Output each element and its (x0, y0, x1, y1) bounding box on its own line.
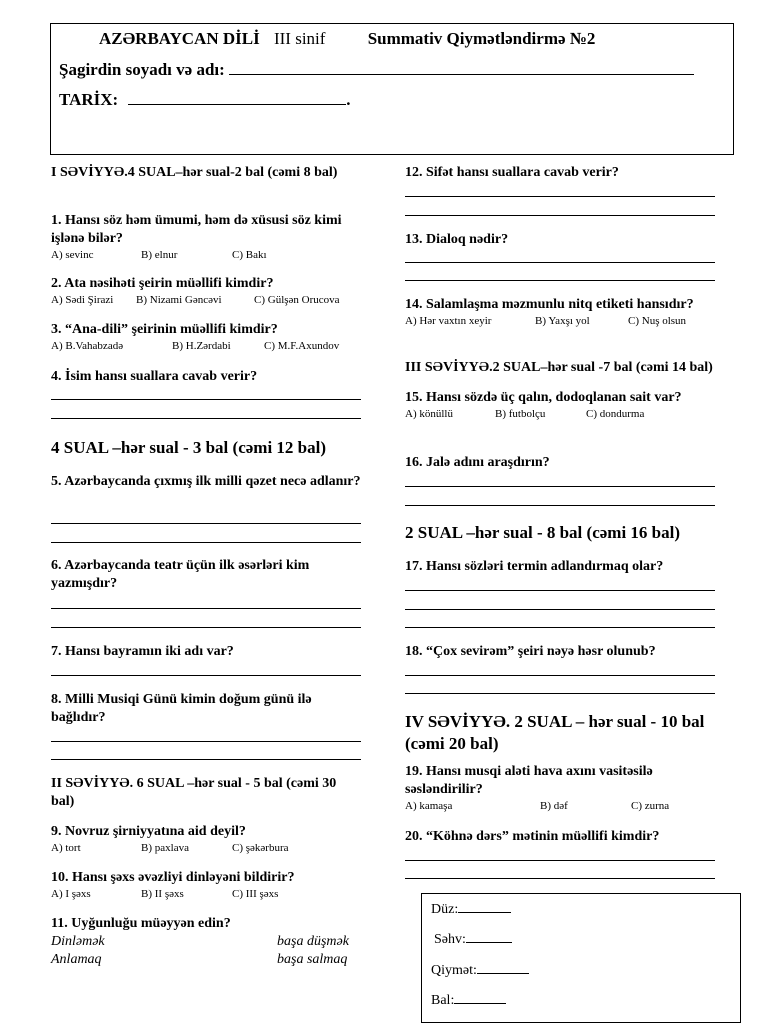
header-title-line (99, 29, 595, 49)
question-2 (51, 275, 361, 307)
question-7 (51, 643, 361, 661)
option-a[interactable]: A) B.Vahabzadə (51, 340, 124, 352)
question-18-text: 18. “Çox sevirəm” şeiri nəyə həsr olunub? (405, 644, 656, 659)
wrong-row (434, 930, 512, 948)
option-c[interactable]: C) III şəxs (232, 888, 279, 900)
section-5-title: 2 SUAL –hər sual - 8 bal (cəmi 16 bal) (405, 523, 681, 542)
question-5 (51, 473, 361, 491)
question-20-text: 20. “Köhnə dərs” mətinin müəllifi kimdir? (405, 829, 660, 844)
option-b[interactable]: B) H.Zərdabi (172, 340, 231, 352)
date-label: TARİX: (59, 90, 119, 109)
question-4 (51, 368, 361, 386)
question-8-text: 8. Milli Musiqi Günü kimin doğum günü ilə bağlıdır? (51, 692, 312, 725)
question-2-options (51, 293, 361, 307)
question-14-options (405, 314, 715, 328)
option-b[interactable]: B) dəf (540, 800, 568, 812)
option-b[interactable]: B) paxlava (141, 842, 189, 854)
option-b[interactable]: B) elnur (141, 249, 178, 261)
question-6 (51, 557, 361, 593)
answer-line[interactable] (405, 627, 715, 628)
answer-line[interactable] (51, 759, 361, 760)
question-15-options (405, 407, 715, 421)
wrong-label: Səhv: (434, 932, 466, 947)
question-7-text: 7. Hansı bayramın iki adı var? (51, 644, 234, 659)
question-1-text: 1. Hansı söz həm ümumi, həm də xüsusi söz kimi işlənə bilər? (51, 213, 342, 246)
points-row (431, 991, 506, 1009)
question-4-text: 4. İsim hansı suallara cavab verir? (51, 369, 258, 384)
match-row (51, 933, 361, 951)
answer-line[interactable] (51, 418, 361, 419)
answer-line[interactable] (405, 215, 715, 216)
option-a[interactable]: A) Sədi Şirazi (51, 294, 114, 306)
correct-label: Düz: (431, 902, 459, 917)
correct-row (431, 900, 511, 918)
wrong-field[interactable] (466, 930, 512, 943)
option-b[interactable]: B) Nizami Gəncəvi (136, 294, 222, 306)
student-name-row (59, 60, 694, 80)
grade-label: Qiymət: (431, 963, 477, 978)
match-left[interactable]: Anlamaq (51, 952, 102, 967)
question-12 (405, 164, 715, 182)
question-1 (51, 212, 361, 262)
question-19 (405, 763, 715, 813)
option-c[interactable]: C) Gülşən Orucova (254, 294, 340, 306)
option-b[interactable]: B) futbolçu (495, 408, 546, 420)
answer-line[interactable] (405, 262, 715, 263)
question-15-text: 15. Hansı sözdə üç qalın, dodoqlanan sait var? (405, 390, 682, 405)
answer-line[interactable] (51, 675, 361, 676)
question-20 (405, 828, 715, 846)
option-b[interactable]: B) II şəxs (141, 888, 184, 900)
question-3-text: 3. “Ana-dili” şeirinin müəllifi kimdir? (51, 322, 278, 337)
answer-line[interactable] (51, 627, 361, 628)
answer-line[interactable] (405, 878, 715, 879)
answer-line[interactable] (405, 196, 715, 197)
section-3-title: II SƏVİYYƏ. 6 SUAL –hər sual - 5 bal (cəmi 30 bal) (51, 776, 337, 809)
option-c[interactable]: C) M.F.Axundov (264, 340, 340, 352)
question-14 (405, 296, 715, 328)
question-14-text: 14. Salamlaşma məzmunlu nitq etiketi hansıdır? (405, 297, 694, 312)
question-10-options (51, 887, 361, 901)
section-4-title: III SƏVİYYƏ.2 SUAL–hər sual -7 bal (cəmi 14 bal) (405, 360, 713, 375)
question-9-text: 9. Novruz şirniyyatına aid deyil? (51, 824, 246, 839)
match-left[interactable]: Dinləmək (51, 934, 105, 949)
option-a[interactable]: A) sevinc (51, 249, 94, 261)
match-row (51, 951, 361, 969)
student-name-field[interactable] (229, 61, 694, 75)
answer-line[interactable] (405, 505, 715, 506)
option-a[interactable]: A) könüllü (405, 408, 453, 420)
question-16-text: 16. Jalə adını araşdırın? (405, 455, 550, 470)
option-a[interactable]: A) tort (51, 842, 81, 854)
answer-line[interactable] (405, 693, 715, 694)
section-2-title: 4 SUAL –hər sual - 3 bal (cəmi 12 bal) (51, 438, 327, 457)
points-label: Bal: (431, 993, 455, 1008)
grade-row (431, 961, 529, 979)
option-c[interactable]: C) şəkərbura (232, 842, 289, 854)
question-3-options (51, 339, 361, 353)
answer-line[interactable] (51, 608, 361, 609)
answer-line[interactable] (51, 523, 361, 524)
class-label: III sinif (273, 29, 326, 48)
question-1-options (51, 248, 361, 262)
question-13 (405, 231, 715, 249)
question-10 (51, 869, 361, 901)
points-field[interactable] (454, 991, 506, 1004)
option-b[interactable]: B) Yaxşı yol (535, 315, 590, 327)
answer-line[interactable] (405, 590, 715, 591)
student-name-label: Şagirdin soyadı və adı: (59, 60, 225, 79)
section-6-title: IV SƏVİYYƏ. 2 SUAL – hər sual - 10 bal (cəmi 20 bal) (405, 712, 705, 753)
question-17-text: 17. Hansı sözləri termin adlandırmaq olar? (405, 559, 664, 574)
question-16 (405, 454, 715, 472)
subject-title: AZƏRBAYCAN DİLİ (99, 29, 260, 48)
question-18 (405, 643, 715, 661)
answer-line[interactable] (405, 675, 715, 676)
option-a[interactable]: A) Hər vaxtın xeyir (405, 315, 492, 327)
question-2-text: 2. Ata nəsihəti şeirin müəllifi kimdir? (51, 276, 274, 291)
option-a[interactable]: A) kamaşa (405, 800, 453, 812)
question-15 (405, 389, 715, 421)
option-a[interactable]: A) I şəxs (51, 888, 91, 900)
date-field[interactable] (128, 91, 346, 105)
match-right[interactable]: başa düşmək (277, 934, 349, 949)
option-c[interactable]: C) Nuş olsun (628, 315, 687, 327)
question-8 (51, 691, 361, 727)
date-row (59, 90, 350, 110)
question-11-text: 11. Uyğunluğu müəyyən edin? (51, 916, 231, 931)
test-title: Summativ Qiymətləndirmə №2 (367, 29, 596, 48)
answer-line[interactable] (405, 486, 715, 487)
question-19-text: 19. Hansı musqi aləti hava axını vasitəsilə səsləndirilir? (405, 764, 653, 797)
question-6-text: 6. Azərbaycanda teatr üçün ilk əsərləri kim yazmışdır? (51, 558, 310, 591)
question-10-text: 10. Hansı şəxs əvəzliyi dinləyəni bildirir? (51, 870, 295, 885)
answer-line[interactable] (51, 542, 361, 543)
option-c[interactable]: C) Bakı (232, 249, 267, 261)
grade-field[interactable] (477, 961, 529, 974)
answer-line[interactable] (405, 860, 715, 861)
answer-line[interactable] (51, 741, 361, 742)
option-c[interactable]: C) dondurma (586, 408, 645, 420)
match-right[interactable]: başa salmaq (277, 952, 348, 967)
question-3 (51, 321, 361, 353)
question-11 (51, 915, 361, 969)
question-17 (405, 558, 715, 576)
correct-field[interactable] (458, 900, 511, 913)
question-9-options (51, 841, 361, 855)
question-12-text: 12. Sifət hansı suallara cavab verir? (405, 165, 619, 180)
header-box (50, 23, 734, 155)
date-dot: . (346, 90, 351, 109)
question-9 (51, 823, 361, 855)
answer-line[interactable] (405, 280, 715, 281)
score-box (421, 893, 741, 1023)
question-13-text: 13. Dialoq nədir? (405, 232, 509, 247)
question-5-text: 5. Azərbaycanda çıxmış ilk milli qəzet necə adlanır? (51, 474, 361, 489)
question-19-options (405, 799, 715, 813)
answer-line[interactable] (405, 609, 715, 610)
answer-line[interactable] (51, 399, 361, 400)
option-c[interactable]: C) zurna (631, 800, 670, 812)
section-1-title: I SƏVİYYƏ.4 SUAL–hər sual-2 bal (cəmi 8 bal) (51, 165, 338, 180)
